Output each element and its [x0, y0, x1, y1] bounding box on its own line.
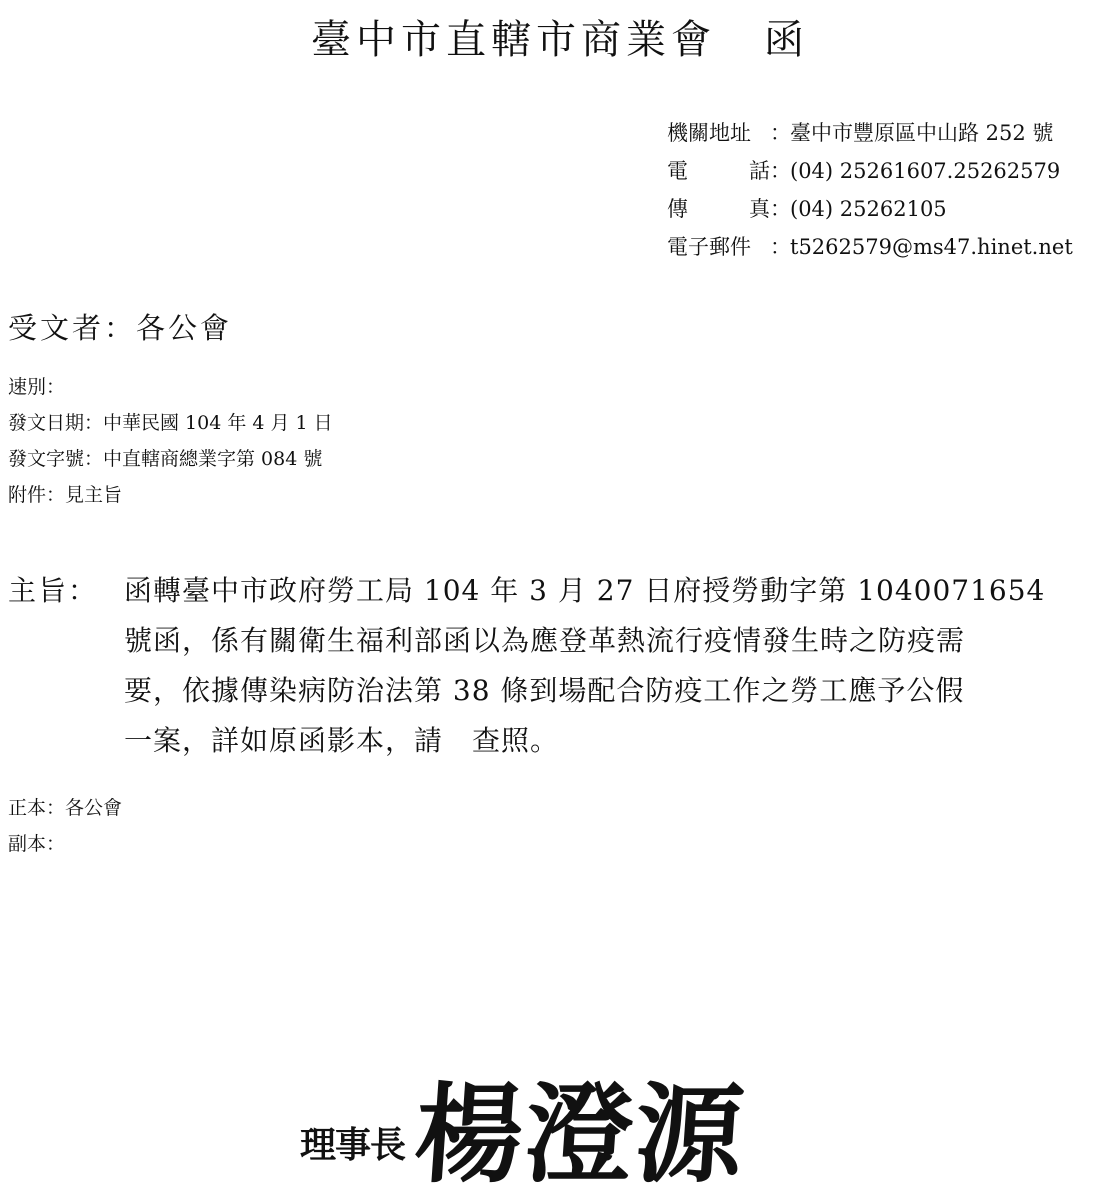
fax-label-char-1: 傳: [667, 197, 688, 221]
email-row: [667, 228, 1073, 266]
email-value: t5262579@ms47.hinet.net: [790, 235, 1073, 259]
fax-row: [667, 190, 1073, 228]
phone-label-char-2: 話: [749, 159, 770, 183]
copy-recipients: 副本：: [8, 833, 66, 855]
attachment-field: 附件：見主旨: [8, 484, 123, 506]
recipient-line: 受文者：各公會: [8, 311, 233, 345]
subject-line: 一案，詳如原函影本，請 查照。: [124, 724, 560, 757]
separator: ：: [770, 235, 791, 259]
speed-field: 速別：: [8, 376, 66, 398]
separator: ：: [770, 159, 791, 183]
signature-block: [300, 1040, 750, 1198]
address-row: [667, 114, 1073, 152]
subject-line: 要，依據傳染病防治法第 38 條到場配合防疫工作之勞工應予公假: [124, 674, 965, 707]
original-recipients: 正本：各公會: [8, 797, 123, 819]
subject-section: [8, 566, 1118, 766]
org-name: 臺中市直轄市商業會: [311, 17, 716, 63]
phone-label-char-1: 電: [667, 159, 688, 183]
email-label: 電子郵件: [667, 235, 751, 259]
phone-label: [667, 152, 770, 190]
separator: ：: [770, 121, 791, 145]
letter-title: [0, 8, 1120, 65]
doc-type: 函: [764, 17, 809, 63]
subject-line: 號函，係有關衛生福利部函以為應登革熱流行疫情發生時之防疫需: [124, 624, 966, 657]
meta-block: [8, 369, 333, 513]
fax-value: (04) 25262105: [790, 197, 947, 221]
fax-label: [667, 190, 770, 228]
address-label: 機關地址: [667, 121, 751, 145]
phone-row: [667, 152, 1073, 190]
subject-line: 函轉臺中市政府勞工局 104 年 3 月 27 日府授勞動字第 1040071654: [124, 574, 1046, 607]
chairman-title: 理事長: [300, 1125, 406, 1166]
distribution-block: [8, 790, 122, 862]
contact-block: [667, 114, 1073, 266]
address-value: 臺中市豐原區中山路 252 號: [790, 121, 1054, 145]
subject-label: 主旨：: [8, 574, 99, 607]
chairman-signature: 楊澄源: [410, 1073, 750, 1198]
subject-body: [124, 566, 1118, 766]
document-number-field: 發文字號：中直轄商總業字第 084 號: [8, 448, 323, 470]
phone-value: (04) 25261607.25262579: [790, 159, 1061, 183]
separator: ：: [770, 197, 791, 221]
issue-date-field: 發文日期：中華民國 104 年 4 月 1 日: [8, 412, 333, 434]
fax-label-char-2: 真: [749, 197, 770, 221]
